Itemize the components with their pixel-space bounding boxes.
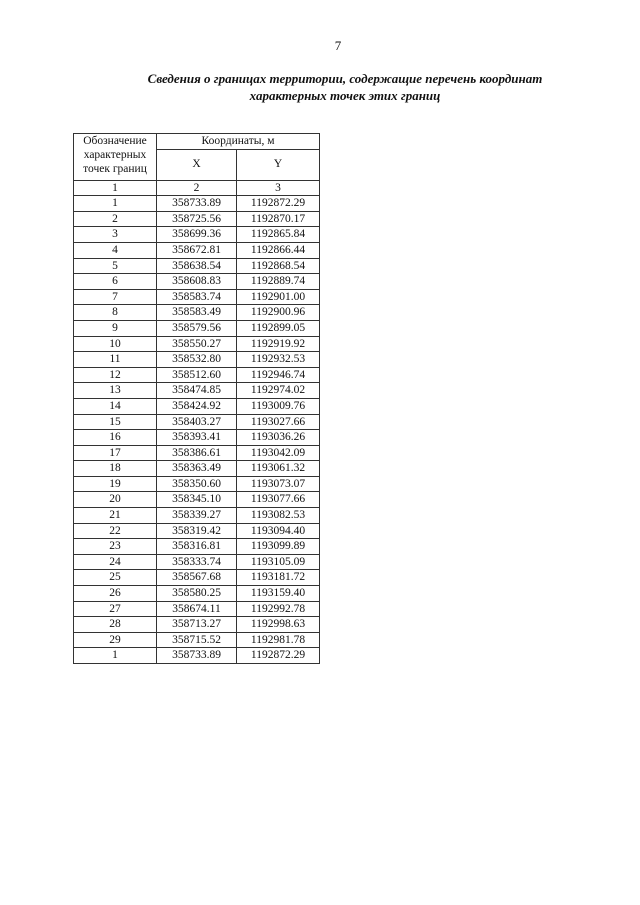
table-row	[74, 476, 320, 492]
x-coordinate-cell: 358532.80	[157, 352, 237, 368]
table-row	[74, 274, 320, 290]
x-coordinate-cell: 358403.27	[157, 414, 237, 430]
table-row	[74, 352, 320, 368]
point-number-cell: 18	[74, 461, 157, 477]
x-coordinate-cell: 358567.68	[157, 570, 237, 586]
point-number-cell: 2	[74, 211, 157, 227]
point-number-cell: 12	[74, 367, 157, 383]
x-coordinate-cell: 358319.42	[157, 523, 237, 539]
point-number-cell: 26	[74, 586, 157, 602]
x-coordinate-cell: 358580.25	[157, 586, 237, 602]
y-coordinate-cell: 1193061.32	[237, 461, 320, 477]
point-number-cell: 23	[74, 539, 157, 555]
y-coordinate-cell: 1193099.89	[237, 539, 320, 555]
y-coordinate-cell: 1193073.07	[237, 476, 320, 492]
y-coordinate-cell: 1193036.26	[237, 430, 320, 446]
x-coordinate-cell: 358715.52	[157, 632, 237, 648]
table-row	[74, 570, 320, 586]
header-point-designation: Обозначение характерных точек границ	[74, 134, 157, 181]
table-row	[74, 196, 320, 212]
point-number-cell: 16	[74, 430, 157, 446]
x-coordinate-cell: 358583.74	[157, 289, 237, 305]
x-coordinate-cell: 358345.10	[157, 492, 237, 508]
point-number-cell: 29	[74, 632, 157, 648]
y-coordinate-cell: 1193009.76	[237, 398, 320, 414]
x-coordinate-cell: 358733.89	[157, 648, 237, 664]
x-coordinate-cell: 358474.85	[157, 383, 237, 399]
point-number-cell: 27	[74, 601, 157, 617]
x-coordinate-cell: 358583.49	[157, 305, 237, 321]
x-coordinate-cell: 358512.60	[157, 367, 237, 383]
y-coordinate-cell: 1192981.78	[237, 632, 320, 648]
point-number-cell: 25	[74, 570, 157, 586]
header-coordinates: Координаты, м	[157, 134, 320, 150]
y-coordinate-cell: 1192868.54	[237, 258, 320, 274]
table-row	[74, 632, 320, 648]
table-row	[74, 367, 320, 383]
table-row	[74, 554, 320, 570]
column-numbering-row	[74, 180, 320, 196]
table-row	[74, 398, 320, 414]
y-coordinate-cell: 1192932.53	[237, 352, 320, 368]
x-coordinate-cell: 358638.54	[157, 258, 237, 274]
point-number-cell: 7	[74, 289, 157, 305]
column-number: 1	[74, 180, 157, 196]
title-line-2: характерных точек этих границ	[249, 88, 441, 103]
y-coordinate-cell: 1193082.53	[237, 508, 320, 524]
x-coordinate-cell: 358725.56	[157, 211, 237, 227]
y-coordinate-cell: 1192870.17	[237, 211, 320, 227]
y-coordinate-cell: 1192872.29	[237, 648, 320, 664]
x-coordinate-cell: 358424.92	[157, 398, 237, 414]
table-row	[74, 445, 320, 461]
y-coordinate-cell: 1193105.09	[237, 554, 320, 570]
table-row	[74, 289, 320, 305]
table-row	[74, 320, 320, 336]
table-row	[74, 211, 320, 227]
x-coordinate-cell: 358350.60	[157, 476, 237, 492]
y-coordinate-cell: 1192899.05	[237, 320, 320, 336]
point-number-cell: 9	[74, 320, 157, 336]
point-number-cell: 19	[74, 476, 157, 492]
x-coordinate-cell: 358316.81	[157, 539, 237, 555]
point-number-cell: 4	[74, 242, 157, 258]
coordinates-table	[73, 133, 320, 664]
point-number-cell: 24	[74, 554, 157, 570]
table-row	[74, 461, 320, 477]
coordinates-body	[74, 196, 320, 664]
document-title	[60, 70, 630, 104]
y-coordinate-cell: 1193077.66	[237, 492, 320, 508]
x-coordinate-cell: 358713.27	[157, 617, 237, 633]
point-number-cell: 15	[74, 414, 157, 430]
y-coordinate-cell: 1192866.44	[237, 242, 320, 258]
y-coordinate-cell: 1192901.00	[237, 289, 320, 305]
x-coordinate-cell: 358674.11	[157, 601, 237, 617]
table-row	[74, 336, 320, 352]
x-coordinate-cell: 358363.49	[157, 461, 237, 477]
x-coordinate-cell: 358672.81	[157, 242, 237, 258]
column-number: 2	[157, 180, 237, 196]
table-row	[74, 617, 320, 633]
x-coordinate-cell: 358339.27	[157, 508, 237, 524]
point-number-cell: 6	[74, 274, 157, 290]
table-row	[74, 305, 320, 321]
point-number-cell: 14	[74, 398, 157, 414]
x-coordinate-cell: 358333.74	[157, 554, 237, 570]
x-coordinate-cell: 358386.61	[157, 445, 237, 461]
table-row	[74, 508, 320, 524]
point-number-cell: 1	[74, 648, 157, 664]
y-coordinate-cell: 1193181.72	[237, 570, 320, 586]
y-coordinate-cell: 1192872.29	[237, 196, 320, 212]
x-coordinate-cell: 358733.89	[157, 196, 237, 212]
y-coordinate-cell: 1192974.02	[237, 383, 320, 399]
y-coordinate-cell: 1192946.74	[237, 367, 320, 383]
y-coordinate-cell: 1193159.40	[237, 586, 320, 602]
point-number-cell: 1	[74, 196, 157, 212]
point-number-cell: 28	[74, 617, 157, 633]
point-number-cell: 20	[74, 492, 157, 508]
y-coordinate-cell: 1192900.96	[237, 305, 320, 321]
table-row	[74, 601, 320, 617]
x-coordinate-cell: 358393.41	[157, 430, 237, 446]
point-number-cell: 11	[74, 352, 157, 368]
point-number-cell: 22	[74, 523, 157, 539]
table-row	[74, 258, 320, 274]
y-coordinate-cell: 1193094.40	[237, 523, 320, 539]
header-y: Y	[237, 149, 320, 180]
x-coordinate-cell: 358579.56	[157, 320, 237, 336]
header-x: X	[157, 149, 237, 180]
table-row	[74, 430, 320, 446]
table-row	[74, 227, 320, 243]
y-coordinate-cell: 1192919.92	[237, 336, 320, 352]
point-number-cell: 8	[74, 305, 157, 321]
table-row	[74, 539, 320, 555]
table-row	[74, 242, 320, 258]
page-number: 7	[334, 38, 342, 53]
table-row	[74, 523, 320, 539]
x-coordinate-cell: 358699.36	[157, 227, 237, 243]
y-coordinate-cell: 1192889.74	[237, 274, 320, 290]
y-coordinate-cell: 1192998.63	[237, 617, 320, 633]
point-number-cell: 21	[74, 508, 157, 524]
point-number-cell: 13	[74, 383, 157, 399]
point-number-cell: 17	[74, 445, 157, 461]
point-number-cell: 3	[74, 227, 157, 243]
x-coordinate-cell: 358608.83	[157, 274, 237, 290]
table-row	[74, 383, 320, 399]
y-coordinate-cell: 1193027.66	[237, 414, 320, 430]
point-number-cell: 5	[74, 258, 157, 274]
table-row	[74, 492, 320, 508]
y-coordinate-cell: 1193042.09	[237, 445, 320, 461]
table-row	[74, 586, 320, 602]
title-line-1: Сведения о границах территории, содержащие перечень координат	[147, 71, 543, 86]
y-coordinate-cell: 1192865.84	[237, 227, 320, 243]
table-row	[74, 648, 320, 664]
y-coordinate-cell: 1192992.78	[237, 601, 320, 617]
column-number: 3	[237, 180, 320, 196]
x-coordinate-cell: 358550.27	[157, 336, 237, 352]
point-number-cell: 10	[74, 336, 157, 352]
table-row	[74, 414, 320, 430]
